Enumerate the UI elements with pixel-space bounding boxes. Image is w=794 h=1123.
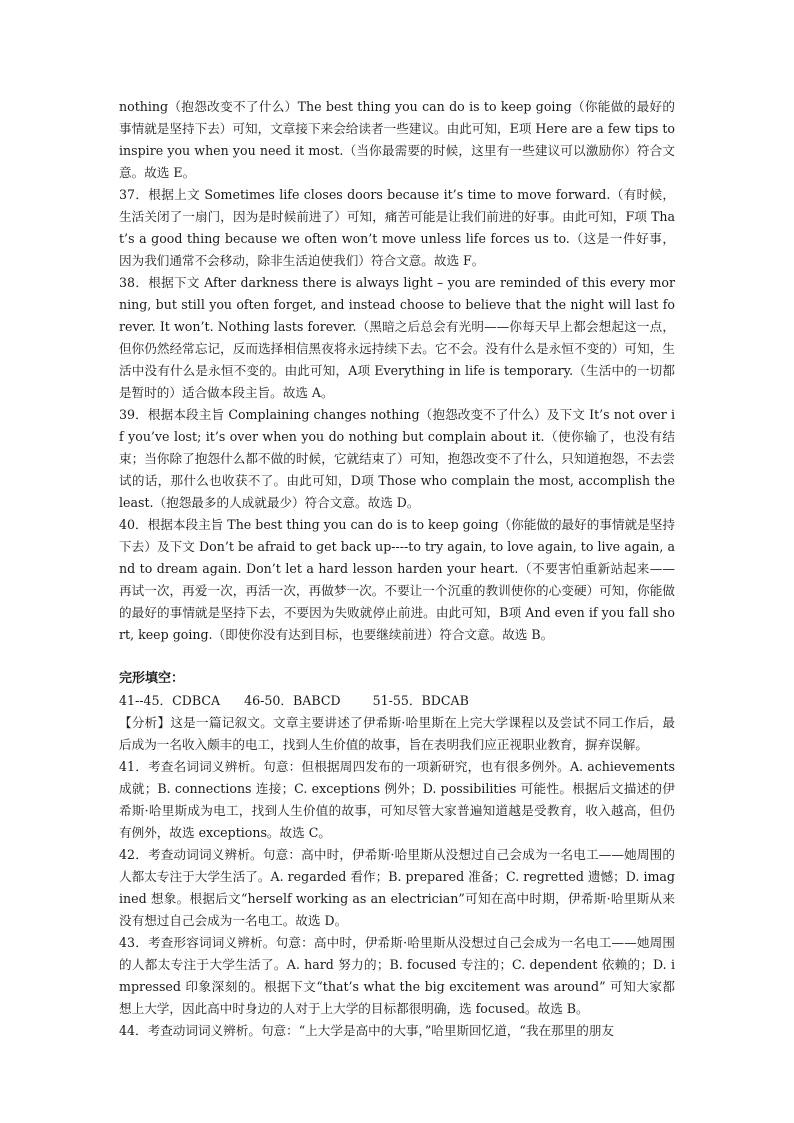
cloze-explanation-44: 44．考查动词词义辨析。句意：“上大学是高中的大事，”哈里斯回忆道，“我在那里的朋友: [119, 1023, 615, 1038]
answer-explanation-38: 38．根据下文 After darkness there is always light – you are reminded of this every morning, but still you often forget, and instead choose to believe that the night will last forever. It won’t. Nothing lasts forever.（黑暗之后总会有光明——你每天早上都会想起这一点，但你仍然经常忘记，反而选择相信黑夜将永远持续下去。它不会。没有什么是永恒不变的）可知，生活中没有什么是永恒不变的。由此可知，A项 Everything in life is temporary.（生活中的一切都是暂时的）适合做本段主旨。故选 A。: [119, 275, 675, 400]
answer-explanation-40: 40．根据本段主旨 The best thing you can do is to keep going（你能做的最好的事情就是坚持下去）及下文 Don’t be afraid to get back up----to try again, to love again, to live again, and to dream again. Don’t let a hard lesson harden your heart.（不要害怕重新站起来——再试一次，再爱一次，再活一次，再做梦一次。不要让一个沉重的教训使你的心变硬）可知，你能做的最好的事情就是坚持下去，不要因为失败就停止前进。由此可知，B项 And even if you fall short, keep going.（即使你没有达到目标，也要继续前进）符合文意。故选 B。: [119, 517, 675, 642]
cloze-explanation-42: 42．考查动词词义辨析。句意：高中时，伊希斯·哈里斯从没想过自己会成为一名电工——她周围的人都太专注于大学生活了。A. regarded 看作；B. prepared 准备；C. regretted 遗憾；D. imagined 想象。根据后文“herself working as an electrician”可知在高中时期，伊希斯·哈里斯从来没有想过自己会成为一名电工。故选 D。: [119, 847, 675, 928]
cloze-explanation-41: 41．考查名词词义辨析。句意：但根据周四发布的一项新研究，也有很多例外。A. achievements 成就；B. connections 连接；C. exceptions 例外；D. possibilities 可能性。根据后文描述的伊希斯·哈里斯成为电工，找到人生价值的故事，可知尽管大家普遍知道越是受教育，收入越高，但仍有例外，故选 exceptions。故选 C。: [119, 759, 675, 840]
section-spacer: [119, 646, 675, 668]
cloze-analysis: 【分析】这是一篇记叙文。文章主要讲述了伊希斯·哈里斯在上完大学课程以及尝试不同工作后，最后成为一名收入颇丰的电工，找到人生价值的故事，旨在表明我们应正视职业教育，摒弃误解。: [119, 715, 675, 752]
cloze-explanation-43: 43．考查形容词词义辨析。句意：高中时，伊希斯·哈里斯从没想过自己会成为一名电工——她周围的人都太专注于大学生活了。A. hard 努力的；B. focused 专注的；C. dependent 依赖的；D. impressed 印象深刻的。根据下文“that’s what the big excitement was around” 可知大家都想上大学，因此高中时身边的人对于上大学的目标都很明确，选 focused。故选 B。: [119, 935, 675, 1016]
answer-explanation-39: 39．根据本段主旨 Complaining changes nothing（抱怨改变不了什么）及下文 It’s not over if you’ve lost; it’s over when you do nothing but complain about it.（使你输了，也没有结束；当你除了抱怨什么都不做的时候，它就结束了）可知，抱怨改变不了什么，只知道抱怨，不去尝试的话，那什么也收获不了。由此可知，D项 Those who complain the most, accomplish the least.（抱怨最多的人成就最少）符合文意。故选 D。: [119, 407, 675, 510]
document-body: [119, 96, 675, 1042]
answer-explanation-37: 37．根据上文 Sometimes life closes doors because it’s time to move forward.（有时候，生活关闭了一扇门，因为是时候前进了）可知，痛苦可能是让我们前进的好事。由此可知，F项 That’s a good thing because we often won’t move unless life forces us to.（这是一件好事，因为我们通常不会移动，除非生活迫使我们）符合文意。故选 F。: [119, 187, 675, 268]
cloze-answer-key: 41--45．CDBCA 46-50．BABCD 51-55．BDCAB: [119, 693, 469, 708]
answer-explanation-36-tail: nothing（抱怨改变不了什么）The best thing you can do is to keep going（你能做的最好的事情就是坚持下去）可知，文章接下来会给读者一些建议。由此可知，E项 Here are a few tips to inspire you when you need it most.（当你最需要的时候，这里有一些建议可以激励你）符合文意。故选 E。: [119, 99, 675, 180]
section-heading-cloze: 完形填空：: [119, 671, 185, 686]
